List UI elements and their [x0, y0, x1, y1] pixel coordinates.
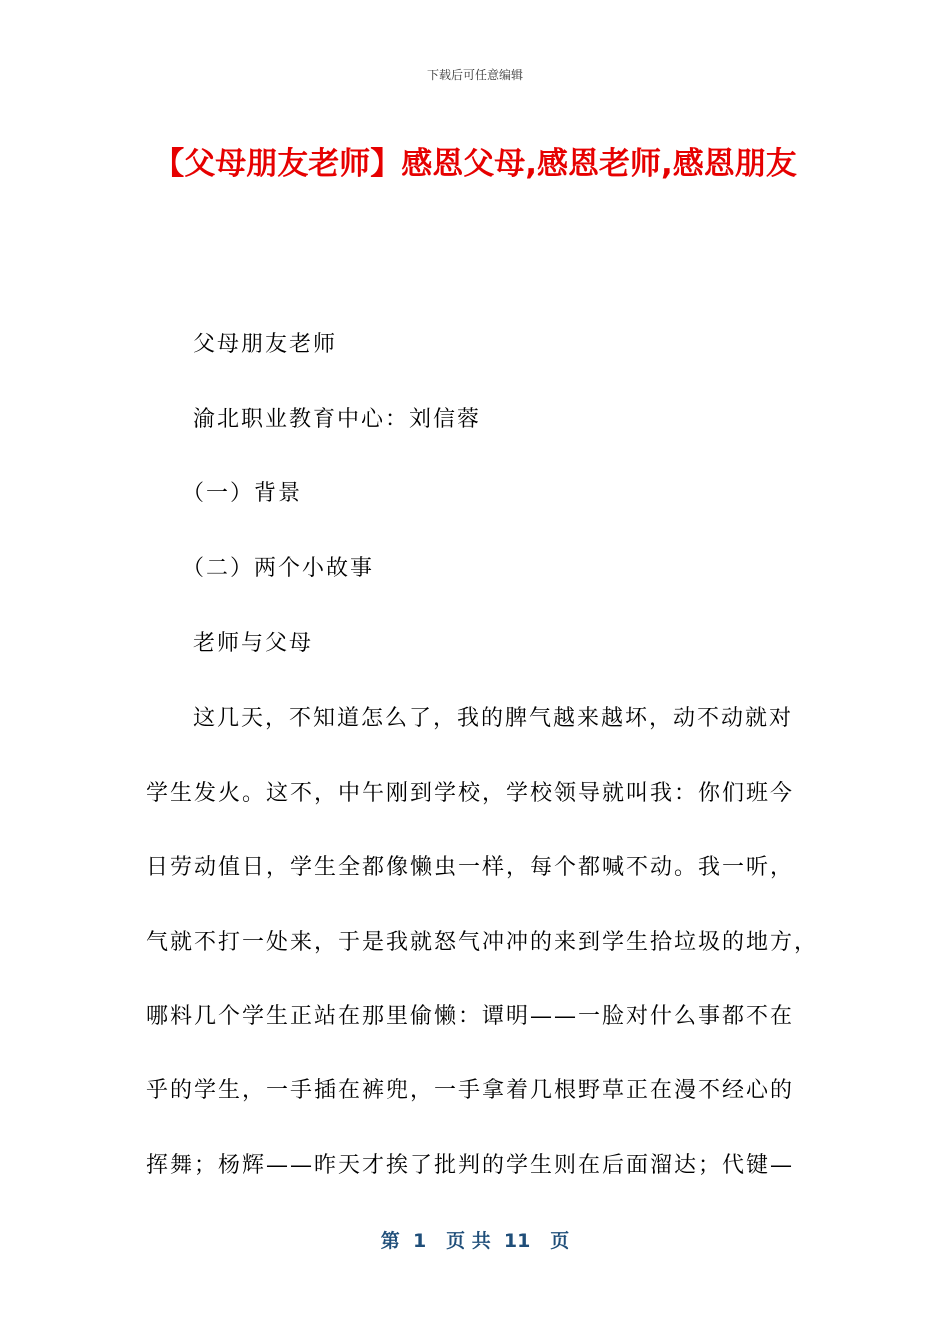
- text-line: 哪料几个学生正站在那里偷懒：谭明——一脸对什么事都不在: [146, 1004, 795, 1029]
- document-title: 【父母朋友老师】感恩父母,感恩老师,感恩朋友: [153, 146, 797, 182]
- page-number: 第 1 页 共 11 页: [380, 1230, 570, 1252]
- text-line: 气就不打一处来，于是我就怒气冲冲的来到学生拾垃圾的地方，: [146, 930, 819, 955]
- text-line: 日劳动值日，学生全都像懒虫一样，每个都喊不动。我一听，: [146, 855, 795, 880]
- text-line: 父母朋友老师: [193, 332, 338, 357]
- text-line: 挥舞；杨辉——昨天才挨了批判的学生则在后面溜达；代键—: [146, 1153, 795, 1178]
- text-line: 这几天，不知道怎么了，我的脾气越来越坏，动不动就对: [193, 706, 794, 731]
- text-line: 渝北职业教育中心：刘信蓉: [193, 407, 482, 432]
- text-line: 老师与父母: [193, 631, 314, 656]
- text-line: （一）背景: [182, 481, 303, 506]
- text-line: 学生发火。这不，中午刚到学校，学校领导就叫我：你们班今: [146, 781, 795, 806]
- download-note: 下载后可任意编辑: [426, 68, 523, 82]
- text-line: （二）两个小故事: [182, 556, 375, 581]
- text-line: 乎的学生，一手插在裤兜，一手拿着几根野草正在漫不经心的: [146, 1078, 795, 1103]
